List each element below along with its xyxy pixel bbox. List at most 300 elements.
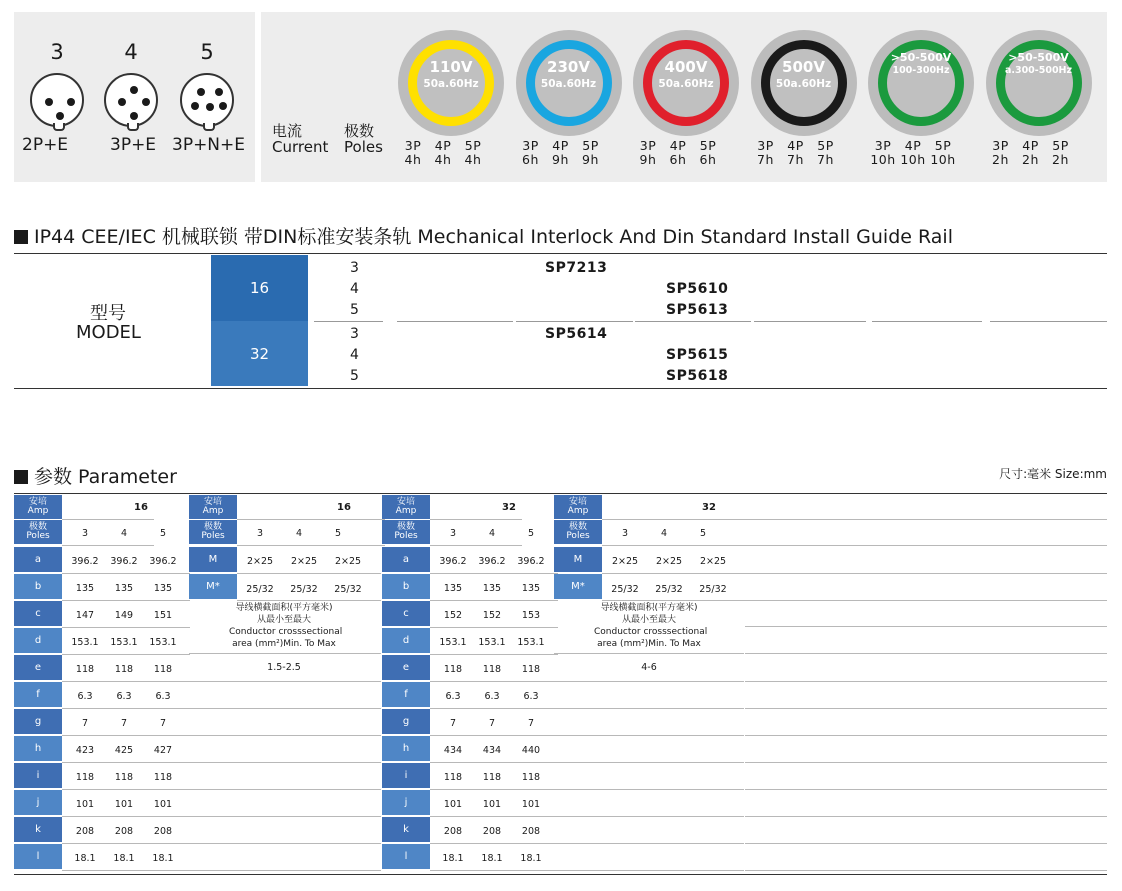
pole-value: 3P: [522, 138, 539, 153]
row-rule: [62, 708, 190, 709]
dimension-value: 152: [443, 610, 463, 621]
dimension-value: 18.1: [481, 853, 503, 864]
pole-value: 4P: [434, 138, 452, 153]
row-rule: [745, 762, 1107, 763]
row-rule: [62, 816, 190, 817]
row-rule: [62, 545, 154, 546]
amp-zh: 安培: [28, 497, 47, 507]
hours-value: 9h: [639, 152, 657, 167]
plug-face-icon: [180, 73, 234, 127]
model-amp-cell: 16: [211, 255, 308, 321]
row-rule: [554, 843, 744, 844]
poles-en: Poles: [394, 531, 418, 541]
row-rule: [237, 545, 385, 546]
pole-value: 5P: [699, 138, 717, 153]
param-top-rule: [14, 493, 1107, 494]
dimension-key-cell: i: [14, 763, 62, 788]
dimension-value: 135: [521, 583, 541, 594]
hours-value: 7h: [787, 152, 804, 167]
row-rule: [554, 789, 744, 790]
poles-value: 4: [488, 528, 496, 539]
pin-dot: [118, 98, 126, 106]
model-code: SP7213: [545, 260, 608, 276]
dimension-key-cell: l: [14, 844, 62, 869]
row-rule: [745, 519, 1107, 520]
amp-zh: 安培: [396, 497, 415, 507]
dimension-value: 7: [449, 718, 457, 729]
row-rule: [62, 762, 190, 763]
dimension-value: 118: [114, 664, 134, 675]
current-zh-label: 电流: [272, 122, 303, 140]
poles-zh: 极数: [568, 522, 587, 532]
poles-label-cell: [554, 520, 602, 544]
poles-zh-label: 极数: [344, 122, 375, 140]
row-rule: [430, 681, 558, 682]
row-rule: [189, 870, 381, 871]
model-divider: [754, 321, 866, 322]
dimension-key-cell: f: [14, 682, 62, 707]
screw-mstar-value: 25/32: [699, 584, 727, 595]
pin-dot: [56, 112, 64, 120]
row-rule: [189, 735, 381, 736]
pin-dot: [206, 103, 214, 111]
frequency-value: a.300-500Hz: [1004, 65, 1073, 76]
dimension-value: 118: [75, 664, 95, 675]
hours-value: 10h: [930, 152, 956, 167]
dimension-value: 427: [153, 745, 173, 756]
dimension-value: 18.1: [74, 853, 96, 864]
row-rule: [745, 870, 1107, 871]
row-rule: [745, 735, 1107, 736]
model-poles: 4: [350, 281, 359, 297]
dimension-value: 118: [443, 664, 463, 675]
pole-value: 3P: [874, 138, 892, 153]
dimension-value: 118: [114, 772, 134, 783]
param-bottom-rule: [14, 874, 1107, 875]
dimension-value: 149: [114, 610, 134, 621]
row-rule: [189, 708, 381, 709]
pin-dot: [130, 112, 138, 120]
row-rule: [430, 735, 558, 736]
voltage-ring-color: [643, 40, 729, 126]
row-rule: [554, 816, 744, 817]
pin-count: 3: [50, 40, 64, 64]
hours-value: 4h: [464, 152, 482, 167]
pole-value: 3P: [757, 138, 774, 153]
screw-mstar-cell: M*: [189, 574, 237, 599]
dimension-value: 135: [153, 583, 173, 594]
dimension-key-cell: c: [382, 601, 430, 626]
conductor-note: area (mm²)Min. To Max: [597, 639, 701, 649]
model-poles: 5: [350, 302, 359, 318]
pin-dot: [219, 102, 227, 110]
poles-value: 4: [120, 528, 128, 539]
screw-mstar-value: 25/32: [611, 584, 639, 595]
pole-value: 5P: [934, 138, 952, 153]
dimension-value: 396.2: [71, 556, 99, 567]
plug-face-icon: [104, 73, 158, 127]
amp-en: Amp: [567, 506, 589, 516]
dimension-value: 18.1: [520, 853, 542, 864]
model-divider: [314, 321, 383, 322]
amp-zh: 安培: [568, 497, 587, 507]
model-poles: 4: [350, 347, 359, 363]
row-rule: [189, 681, 381, 682]
poles-value: 5: [159, 528, 167, 539]
conductor-range: 1.5-2.5: [267, 662, 301, 673]
dimension-key-cell: e: [382, 655, 430, 680]
dimension-value: 18.1: [113, 853, 135, 864]
hours-row: [398, 152, 488, 167]
model-divider: [397, 321, 513, 322]
dimension-value: 135: [482, 583, 502, 594]
dimension-value: 6.3: [445, 691, 461, 702]
model-divider: [872, 321, 982, 322]
dimension-value: 208: [482, 826, 502, 837]
dimension-key-cell: l: [382, 844, 430, 869]
dimension-key-cell: g: [382, 709, 430, 734]
plug-face-icon: [30, 73, 84, 127]
row-rule: [554, 762, 744, 763]
dimension-value: 151: [153, 610, 173, 621]
row-rule: [189, 816, 381, 817]
voltage-value: 110V: [429, 58, 473, 76]
row-rule: [430, 708, 558, 709]
dimension-value: 152: [482, 610, 502, 621]
row-rule: [430, 519, 522, 520]
pin-config-label: 3P+N+E: [172, 135, 246, 155]
poles-row: [751, 138, 841, 153]
dimension-value: 6.3: [77, 691, 93, 702]
table-bottom-rule: [14, 388, 1107, 389]
table-top-rule: [14, 253, 1107, 254]
row-rule: [745, 681, 1107, 682]
dimension-value: 7: [120, 718, 128, 729]
dimension-key-cell: a: [14, 547, 62, 572]
poles-label-cell: [382, 520, 430, 544]
pin-count: 4: [124, 40, 138, 64]
voltage-ring-icon: [868, 30, 974, 136]
dimension-value: 6.3: [484, 691, 500, 702]
amp-value: 32: [702, 502, 716, 513]
row-rule: [602, 519, 750, 520]
hours-value: 2h: [992, 152, 1009, 167]
dimension-key-cell: i: [382, 763, 430, 788]
dimension-key-cell: h: [382, 736, 430, 761]
pole-value: 4P: [1022, 138, 1039, 153]
row-rule: [237, 519, 385, 520]
hours-value: 6h: [522, 152, 539, 167]
amp-label-cell: [14, 495, 62, 519]
conductor-note: Conductor crosssectional: [594, 627, 708, 637]
model-code: SP5618: [666, 368, 729, 384]
dimension-value: 118: [482, 664, 502, 675]
row-rule: [62, 870, 190, 871]
dimension-value: 434: [443, 745, 463, 756]
dimension-key-cell: h: [14, 736, 62, 761]
amp-value: 16: [134, 502, 148, 513]
dimension-key-cell: d: [382, 628, 430, 653]
amp-en: Amp: [27, 506, 49, 516]
conductor-note: 导线横截面积(平方毫米): [600, 603, 698, 613]
poles-en-label: Poles: [344, 138, 383, 156]
pin-dot: [142, 98, 150, 106]
dimension-value: 440: [521, 745, 541, 756]
square-bullet-icon: [14, 470, 28, 484]
row-rule: [430, 654, 558, 655]
frequency-value: 50a.60Hz: [658, 78, 714, 90]
hours-value: 4h: [404, 152, 422, 167]
hours-row: [633, 152, 723, 167]
voltage-ring-icon: [516, 30, 622, 136]
dimension-value: 153.1: [149, 637, 177, 648]
dimension-value: 101: [443, 799, 463, 810]
dimension-value: 153.1: [71, 637, 99, 648]
pole-value: 4P: [787, 138, 804, 153]
hours-value: 4h: [434, 152, 452, 167]
frequency-value: 50a.60Hz: [775, 78, 832, 90]
row-rule: [189, 843, 381, 844]
pin-count: 5: [200, 40, 214, 64]
pin-config-label: 3P+E: [110, 135, 157, 155]
dimension-value: 118: [443, 772, 463, 783]
dimension-value: 118: [75, 772, 95, 783]
poles-row: [516, 138, 606, 153]
section-heading-interlock: [14, 222, 953, 249]
pin-dot: [130, 86, 138, 94]
pole-value: 3P: [992, 138, 1009, 153]
pole-value: 4P: [904, 138, 922, 153]
voltage-ring-color: [761, 40, 847, 126]
dimension-key-cell: e: [14, 655, 62, 680]
model-divider: [635, 321, 751, 322]
conductor-note: 导线横截面积(平方毫米): [235, 603, 333, 613]
dimension-value: 18.1: [442, 853, 464, 864]
row-rule: [430, 627, 558, 628]
screw-m-value: 2×25: [334, 556, 362, 567]
pin-dot: [191, 102, 199, 110]
hours-row: [516, 152, 606, 167]
conductor-note: area (mm²)Min. To Max: [232, 639, 336, 649]
dimension-value: 423: [75, 745, 95, 756]
screw-m-cell: M: [189, 547, 237, 572]
row-rule: [554, 681, 744, 682]
row-rule: [430, 789, 558, 790]
row-rule: [62, 519, 154, 520]
row-rule: [745, 545, 1107, 546]
dimension-value: 101: [482, 799, 502, 810]
dimension-key-cell: c: [14, 601, 62, 626]
square-bullet-icon: [14, 230, 28, 244]
dimension-key-cell: j: [382, 790, 430, 815]
voltage-value: >50-500V: [1008, 51, 1069, 64]
screw-m-value: 2×25: [699, 556, 727, 567]
row-rule: [62, 735, 190, 736]
row-rule: [189, 762, 381, 763]
hours-row: [751, 152, 841, 167]
row-rule: [745, 708, 1107, 709]
row-rule: [62, 654, 190, 655]
voltage-value: >50-500V: [890, 51, 952, 64]
row-rule: [554, 735, 744, 736]
dimension-value: 153: [521, 610, 541, 621]
dimension-key-cell: b: [382, 574, 430, 599]
poles-value: 3: [449, 528, 457, 539]
row-rule: [430, 573, 558, 574]
row-rule: [430, 816, 558, 817]
screw-mstar-value: 25/32: [334, 584, 362, 595]
pin-dot: [45, 98, 53, 106]
voltage-value: 500V: [782, 58, 825, 76]
poles-zh: 极数: [203, 522, 222, 532]
dimension-key-cell: g: [14, 709, 62, 734]
voltage-ring-color: [878, 40, 964, 126]
hours-value: 10h: [900, 152, 926, 167]
dimension-value: 208: [443, 826, 463, 837]
dimension-key-cell: b: [14, 574, 62, 599]
model-divider: [990, 321, 1107, 322]
row-rule: [62, 789, 190, 790]
hours-value: 7h: [817, 152, 834, 167]
row-rule: [189, 789, 381, 790]
dimension-value: 135: [114, 583, 134, 594]
dimension-value: 118: [153, 772, 173, 783]
voltage-ring-color: [408, 40, 494, 126]
row-rule: [745, 573, 1107, 574]
pole-value: 4P: [669, 138, 687, 153]
screw-m-value: 2×25: [290, 556, 318, 567]
model-divider: [516, 321, 633, 322]
voltage-ring-color: [526, 40, 612, 126]
dimension-value: 153.1: [478, 637, 506, 648]
dimension-value: 153.1: [110, 637, 138, 648]
row-rule: [602, 545, 750, 546]
dimension-value: 6.3: [155, 691, 171, 702]
dimension-value: 7: [488, 718, 496, 729]
row-rule: [430, 870, 558, 871]
dimension-value: 153.1: [439, 637, 467, 648]
dimension-value: 101: [521, 799, 541, 810]
poles-en: Poles: [26, 531, 50, 541]
pole-value: 3P: [639, 138, 657, 153]
poles-row: [633, 138, 723, 153]
dimension-key-cell: k: [382, 817, 430, 842]
amp-en: Amp: [395, 506, 417, 516]
dimension-value: 118: [521, 664, 541, 675]
pole-value: 4P: [552, 138, 569, 153]
dimension-value: 135: [443, 583, 463, 594]
poles-zh: 极数: [28, 522, 47, 532]
conductor-range: 4-6: [641, 662, 657, 673]
poles-zh: 极数: [396, 522, 415, 532]
dimension-value: 118: [521, 772, 541, 783]
dimension-value: 7: [527, 718, 535, 729]
hours-value: 6h: [669, 152, 687, 167]
hours-value: 6h: [699, 152, 717, 167]
frequency-value: 50a.60Hz: [540, 78, 597, 90]
amp-label-cell: [382, 495, 430, 519]
dimension-key-cell: d: [14, 628, 62, 653]
row-rule: [745, 816, 1107, 817]
poles-en: Poles: [566, 531, 590, 541]
hours-value: 2h: [1052, 152, 1069, 167]
dimension-value: 7: [159, 718, 167, 729]
hours-value: 2h: [1022, 152, 1039, 167]
model-poles: 5: [350, 368, 359, 384]
screw-m-value: 2×25: [611, 556, 639, 567]
model-code: SP5610: [666, 281, 729, 297]
row-rule: [430, 843, 558, 844]
row-rule: [430, 545, 522, 546]
row-rule: [745, 626, 1107, 627]
dimension-value: 6.3: [116, 691, 132, 702]
hours-value: 9h: [552, 152, 569, 167]
row-rule: [745, 789, 1107, 790]
dimension-value: 396.2: [110, 556, 138, 567]
dimension-value: 7: [81, 718, 89, 729]
row-rule: [62, 600, 190, 601]
voltage-ring-icon: [633, 30, 739, 136]
dimension-value: 101: [75, 799, 95, 810]
pin-dot: [215, 88, 223, 96]
pole-value: 3P: [404, 138, 422, 153]
dimension-value: 153.1: [517, 637, 545, 648]
voltage-ring-color: [996, 40, 1082, 126]
model-zh-label: 型号: [90, 303, 126, 324]
amp-en: Amp: [202, 506, 224, 516]
dimension-value: 396.2: [149, 556, 177, 567]
model-code: SP5614: [545, 326, 608, 342]
poles-row: [398, 138, 488, 153]
pole-value: 5P: [817, 138, 834, 153]
dimension-value: 147: [75, 610, 95, 621]
model-poles: 3: [350, 326, 359, 342]
dimension-value: 396.2: [439, 556, 467, 567]
row-rule: [189, 653, 381, 654]
amp-zh: 安培: [203, 497, 222, 507]
model-amp-cell: 32: [211, 321, 308, 386]
voltage-value: 230V: [547, 58, 590, 76]
dimension-value: 101: [114, 799, 134, 810]
row-rule: [745, 600, 1107, 601]
row-rule: [62, 843, 190, 844]
size-unit-note: 尺寸:毫米 Size:mm: [999, 467, 1107, 481]
poles-value: 3: [621, 528, 629, 539]
dimension-value: 18.1: [152, 853, 174, 864]
poles-value: 5: [699, 528, 707, 539]
screw-m-value: 2×25: [246, 556, 274, 567]
dimension-value: 118: [482, 772, 502, 783]
voltage-ring-icon: [398, 30, 504, 136]
row-rule: [602, 573, 746, 574]
row-rule: [430, 762, 558, 763]
model-code: SP5613: [666, 302, 729, 318]
dimension-value: 208: [153, 826, 173, 837]
current-en-label: Current: [272, 138, 329, 156]
poles-en: Poles: [201, 531, 225, 541]
screw-mstar-cell: M*: [554, 574, 602, 599]
dimension-value: 6.3: [523, 691, 539, 702]
section-heading-parameter: [14, 462, 177, 489]
screw-mstar-value: 25/32: [290, 584, 318, 595]
poles-row: [986, 138, 1076, 153]
poles-value: 5: [527, 528, 535, 539]
dimension-value: 434: [482, 745, 502, 756]
dimension-key-cell: j: [14, 790, 62, 815]
model-poles: 3: [350, 260, 359, 276]
pole-value: 5P: [1052, 138, 1069, 153]
row-rule: [602, 600, 746, 601]
